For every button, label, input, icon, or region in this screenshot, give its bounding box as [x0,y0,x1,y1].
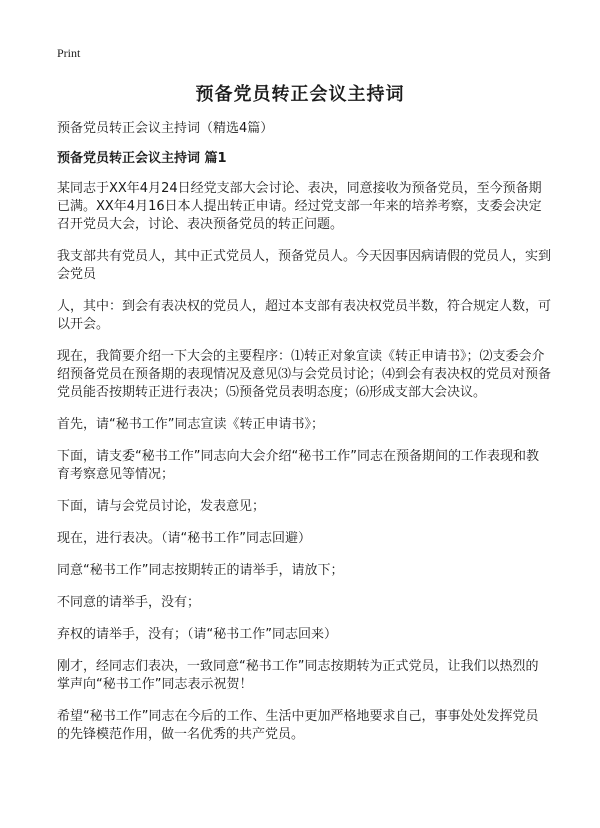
paragraph: 现在，我简要介绍一下大会的主要程序：⑴转正对象宣读《转正申请书》；⑵支委会介绍预备党员在预备期的表现情况及意见⑶与会党员讨论；⑷到会有表决权的党员对预备党员能否按期转正进行表决；⑸预备党员表明态度；⑹形成支部大会决议。 [57,349,552,400]
paragraph: 首先，请“秘书工作”同志宣读《转正申请书》； [57,417,324,432]
print-link[interactable]: Print [57,46,81,60]
paragraph: 下面，请支委“秘书工作”同志向大会介绍“秘书工作”同志在预备期间的工作表现和教育考察意见等情况； [57,449,539,482]
paragraph: 不同意的请举手，没有； [57,595,201,610]
document-body [57,120,551,758]
paragraph: 某同志于XX年4月24日经党支部大会讨论、表决，同意接收为预备党员，至今预备期已满。XX年4月16日本人提出转正申请。经过党支部一年来的培养考察，支委会决定召开党员大会，讨论、表决预备党员的转正问题。 [57,181,542,232]
document-title: 预备党员转正会议主持词 [195,84,405,105]
paragraph: 同意“秘书工作”同志按期转正的请举手，请放下； [57,563,344,578]
paragraph: 弃权的请举手，没有；（请“秘书工作”同志回来） [57,627,337,642]
paragraph: 下面，请与会党员讨论，发表意见； [57,499,266,514]
paragraph: 人，其中：到会有表决权的党员人，超过本支部有表决权党员半数，符合规定人数，可以开会。 [57,299,552,332]
paragraph: 现在，进行表决。（请“秘书工作”同志回避） [57,531,311,546]
paragraph: 希望“秘书工作”同志在今后的工作、生活中更加严格地要求自己，事事处处发挥党员的先锋模范作用，做一名优秀的共产党员。 [57,709,539,742]
document-subtitle: 预备党员转正会议主持词（精选4篇） [57,121,274,136]
paragraph: 我支部共有党员人，其中正式党员人，预备党员人。今天因事因病请假的党员人，实到会党员 [57,249,552,282]
section-heading: 预备党员转正会议主持词 篇1 [57,151,227,166]
paragraph: 刚才，经同志们表决，一致同意“秘书工作”同志按期转为正式党员，让我们以热烈的掌声向“秘书工作”同志表示祝贺！ [57,659,539,692]
